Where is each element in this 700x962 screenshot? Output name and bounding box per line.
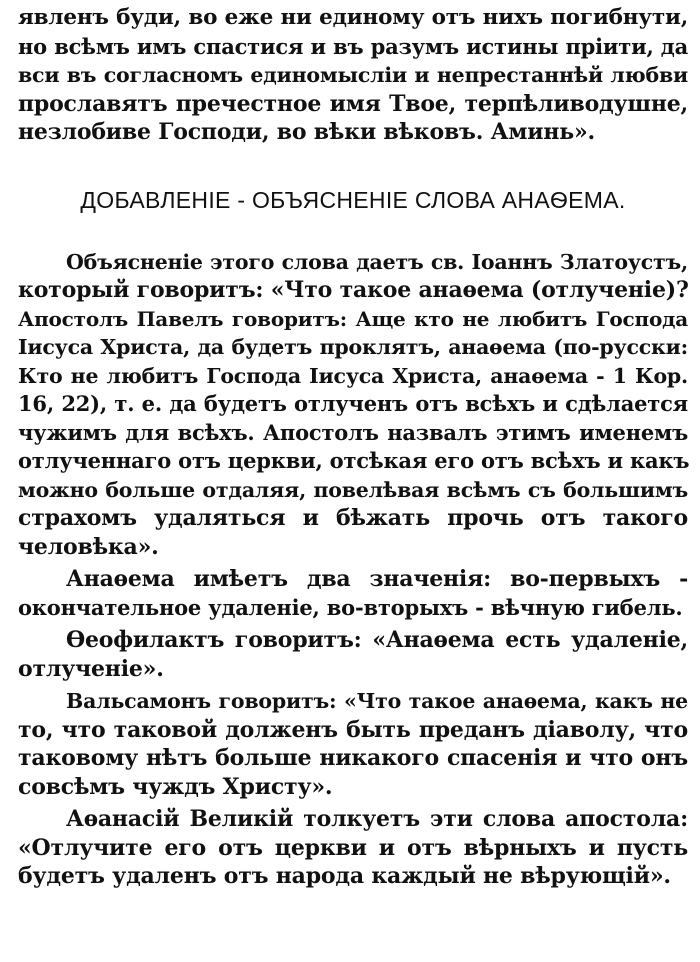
text-line: явленъ буди, во еже ни единому отъ нихъ погибнути, <box>18 5 688 30</box>
text-line: окончательное удаленiе, во-вторыхъ - вѣчную гибель. <box>18 594 683 620</box>
text-line: 16, 22), т. е. да будетъ отлученъ отъ всѣхъ и сдѣлается <box>18 391 688 416</box>
text-line: отлученiе». <box>18 655 164 682</box>
paragraph-theophylact <box>18 626 688 683</box>
text-line: Кто не любитъ Господа Iисуса Христа, анаѳема - 1 Кор. <box>18 363 688 388</box>
text-line: но всѣмъ имъ спастися и въ разумъ истины прiити, да <box>18 33 688 59</box>
text-line: то, что таковой долженъ быть преданъ дiаволу, что <box>18 716 688 743</box>
section-heading: ДОБАВЛЕНIЕ - ОБЪЯСНЕНIЕ СЛОВА АНАѲЕМА. <box>80 186 626 213</box>
text-line: можно больше отдаляя, повелѣвая всѣмъ съ большимъ <box>18 477 688 502</box>
intro-paragraph <box>18 4 688 147</box>
text-line: отлученнаго отъ церкви, отсѣкая его отъ всѣхъ и какъ <box>18 448 690 473</box>
text-line: Апостолъ Павелъ говоритъ: Аще кто не любитъ Господа <box>18 306 688 331</box>
text-line: совсѣмъ чуждъ Христу». <box>18 773 333 800</box>
text-line: страхомъ удаляться и бѣжать прочь отъ такого <box>18 505 688 531</box>
text-line: человѣка». <box>18 533 159 560</box>
text-line: «Отлучите его отъ церкви и отъ вѣрныхъ и пусть <box>18 834 688 861</box>
text-line: таковому нѣтъ больше никакого спасенiя и что онъ <box>18 745 688 771</box>
text-line: Ѳеофилактъ говоритъ: «Анаѳема есть удаленiе, <box>66 627 688 653</box>
text-line: прославятъ пречестное имя Твое, терпѣливодушне, <box>18 90 688 117</box>
text-line: незлобиве Господи, во вѣки вѣковъ. Аминь». <box>18 119 596 145</box>
text-line: который говоритъ: «Что такое анаѳема (отлученiе)? <box>18 277 689 303</box>
text-line: Iисуса Христа, да будетъ проклятъ, анаѳема (по-русски: <box>18 335 688 359</box>
text-line: Аѳанасiй Великiй толкуетъ эти слова апостола: <box>66 806 688 832</box>
text-line: Вальсамонъ говоритъ: «Что такое анаѳема, какъ не <box>66 689 688 713</box>
paragraph-balsamon <box>18 687 688 801</box>
text-line: Анаѳема имѣетъ два значенiя: во-первыхъ - <box>66 566 688 592</box>
text-line: будетъ удаленъ отъ народа каждый не вѣрующiй». <box>18 863 671 889</box>
text-line: вси въ согласномъ единомыслiи и непрестаннѣй любви <box>18 63 688 87</box>
paragraph-chrysostom <box>18 248 688 562</box>
document-page <box>18 4 688 895</box>
text-line: чужимъ для всѣхъ. Апостолъ назвалъ этимъ именемъ <box>18 419 688 445</box>
paragraph-athanasius <box>18 805 688 891</box>
text-line: Объясненiе этого слова даетъ св. Iоаннъ Златоустъ, <box>66 249 688 274</box>
paragraph-two-meanings <box>18 565 688 622</box>
